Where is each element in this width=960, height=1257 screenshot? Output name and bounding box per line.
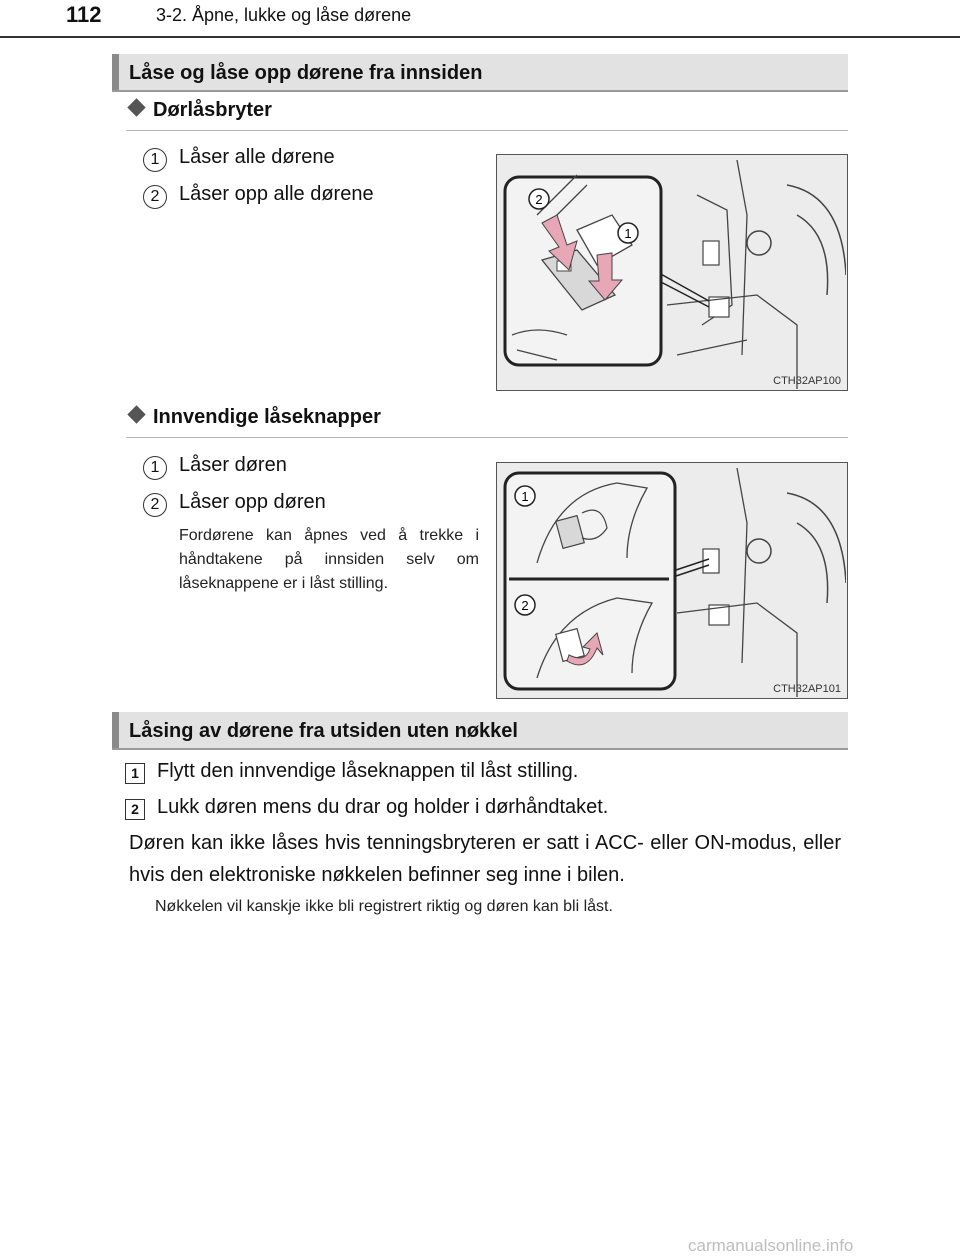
figure-code: CTH32AP100 [773, 375, 841, 387]
diamond-bullet-icon [127, 405, 145, 423]
item-text: Låser opp alle dørene [179, 183, 374, 205]
step-number-box: 2 [125, 799, 145, 820]
item-number-circle: 2 [143, 493, 167, 517]
step-text: Lukk døren mens du drar og holder i dørhåndtaket. [157, 796, 609, 818]
section-heading-inside [112, 54, 848, 92]
callout-1: 1 [624, 226, 632, 241]
header-divider [0, 36, 960, 38]
item-text: Låser opp døren [179, 491, 326, 513]
section-heading-outside [112, 712, 848, 750]
item-number-circle: 1 [143, 148, 167, 172]
section-marker [112, 54, 119, 90]
body-paragraph: Døren kan ikke låses hvis tenningsbryteren er satt i ACC- eller ON-modus, eller hvis den elektroniske nøkkelen befinner seg inne i bilen. [129, 832, 841, 886]
watermark: carmanualsonline.info [688, 1236, 854, 1255]
figure-code: CTH32AP101 [773, 683, 841, 695]
callout-1: 1 [521, 489, 529, 504]
step-text: Flytt den innvendige låseknappen til låst stilling. [157, 760, 579, 782]
figure-door-lock-switch [496, 154, 848, 391]
figure-inside-lock-buttons [496, 462, 848, 699]
door-lock-switch-illustration [497, 155, 846, 389]
inside-lock-button-illustration [497, 463, 846, 697]
item-number-circle: 2 [143, 185, 167, 209]
item-number-circle: 1 [143, 456, 167, 480]
subheading-text: Dørlåsbryter [153, 99, 272, 121]
subheading-door-lock-switch [126, 99, 272, 122]
step-number-box: 1 [125, 763, 145, 784]
item-text: Låser døren [179, 454, 287, 476]
subheading-divider [126, 130, 848, 131]
section-title: Låsing av dørene fra utsiden uten nøkkel [129, 720, 518, 742]
section-marker [112, 712, 119, 748]
note-text: Nøkkelen vil kanskje ikke bli registrert riktig og døren kan bli låst. [155, 898, 613, 915]
subheading-text: Innvendige låseknapper [153, 406, 381, 428]
section-title: Låse og låse opp dørene fra innsiden [129, 62, 483, 84]
page-number: 112 [66, 2, 102, 27]
item-text: Låser alle dørene [179, 146, 335, 168]
diamond-bullet-icon [127, 98, 145, 116]
subheading-divider [126, 437, 848, 438]
callout-2: 2 [535, 192, 543, 207]
chapter-title: 3-2. Åpne, lukke og låse dørene [156, 5, 412, 25]
subheading-inside-lock-buttons [126, 406, 381, 429]
callout-2: 2 [521, 598, 529, 613]
note-text: Fordørene kan åpnes ved å trekke i håndtakene på innsiden selv om låseknappene er i låst stilling. [179, 527, 479, 592]
